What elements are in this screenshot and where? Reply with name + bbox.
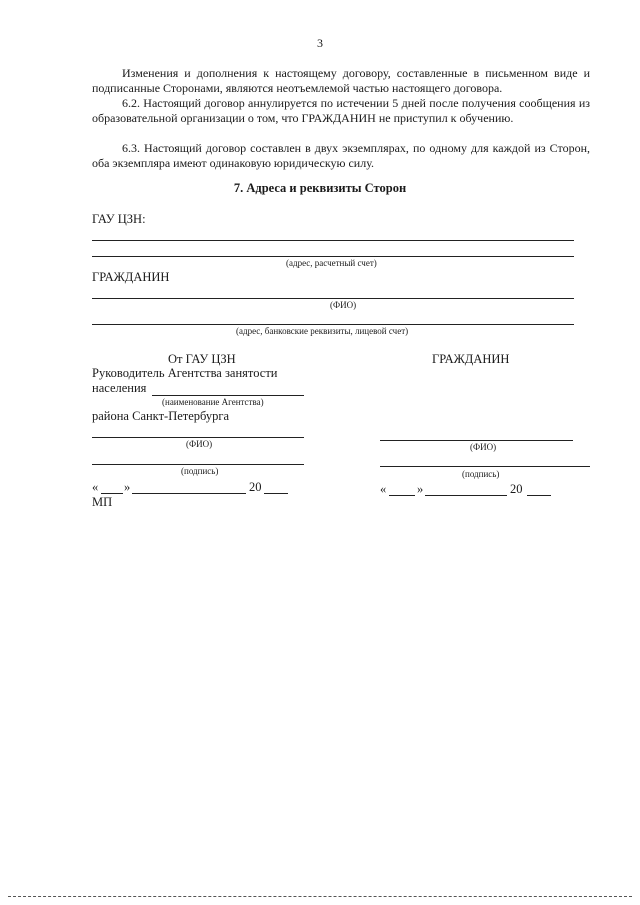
caption-citizen-fio: (ФИО)	[330, 300, 357, 310]
caption-left-signature: (подпись)	[181, 466, 219, 476]
caption-agency-name: (наименование Агентства)	[162, 397, 264, 407]
right-fio-line	[380, 440, 573, 441]
party-citizen-label: ГРАЖДАНИН	[92, 270, 170, 284]
caption-right-fio: (ФИО)	[470, 442, 497, 452]
left-fio-line	[92, 437, 304, 438]
left-date-open-quote: «	[92, 480, 99, 494]
citizen-bank-line	[92, 324, 574, 325]
paragraph-amendments	[92, 66, 590, 96]
right-date-open-quote: «	[380, 482, 387, 496]
caption-right-signature: (подпись)	[462, 469, 500, 479]
stamp-label: МП	[92, 495, 113, 509]
left-date-year-prefix: 20	[249, 480, 262, 494]
signature-left-position-2: населения	[92, 381, 147, 395]
paragraph-6-2	[92, 96, 590, 126]
left-date-close-quote: »	[124, 480, 131, 494]
right-date-month-line	[425, 495, 507, 496]
left-date-month-line	[132, 493, 246, 494]
left-signature-line	[92, 464, 304, 465]
right-date-year-prefix: 20	[510, 482, 523, 496]
citizen-fio-line	[92, 298, 574, 299]
signature-left-heading: От ГАУ ЦЗН	[168, 352, 236, 366]
section-title: 7. Адреса и реквизиты Сторон	[233, 181, 407, 195]
left-date-year-line	[264, 493, 288, 494]
signature-left-district: района Санкт-Петербурга	[92, 409, 230, 423]
caption-bank-details: (адрес, банковские реквизиты, лицевой счет)	[236, 326, 409, 336]
right-signature-line	[380, 466, 590, 467]
paragraph-6-3-text: 6.3. Настоящий договор составлен в двух экземплярах, по одному для каждой из Сторон, оба экземпляра имеют одинаковую юридическую силу.	[92, 141, 590, 170]
page-number: 3	[317, 36, 323, 50]
scan-edge-line	[8, 896, 632, 897]
signature-right-heading: ГРАЖДАНИН	[432, 352, 510, 366]
right-date-year-line	[527, 495, 551, 496]
gau-details-line-2	[92, 256, 574, 257]
gau-details-line-1	[92, 240, 574, 241]
left-date-day-line	[101, 493, 123, 494]
paragraph-6-3	[92, 141, 590, 171]
caption-left-fio: (ФИО)	[186, 439, 213, 449]
right-date-day-line	[389, 495, 415, 496]
caption-address-account: (адрес, расчетный счет)	[286, 258, 377, 268]
party-gau-label: ГАУ ЦЗН:	[92, 212, 146, 226]
right-date-close-quote: »	[417, 482, 424, 496]
agency-name-line	[152, 395, 304, 396]
paragraph-amendments-line1: Изменения и дополнения к настоящему договору, составленные в письменном виде	[122, 66, 578, 80]
paragraph-6-2-text: 6.2. Настоящий договор аннулируется по истечении 5 дней после получения сообщения из образовательной организации о том, что ГРАЖДАНИН не приступил к обучению.	[92, 96, 590, 125]
signature-left-position: Руководитель Агентства занятости	[92, 366, 278, 380]
paragraph-amendments-rest: и подписанные Сторонами, являются неотъемлемой частью настоящего договора.	[92, 66, 591, 95]
